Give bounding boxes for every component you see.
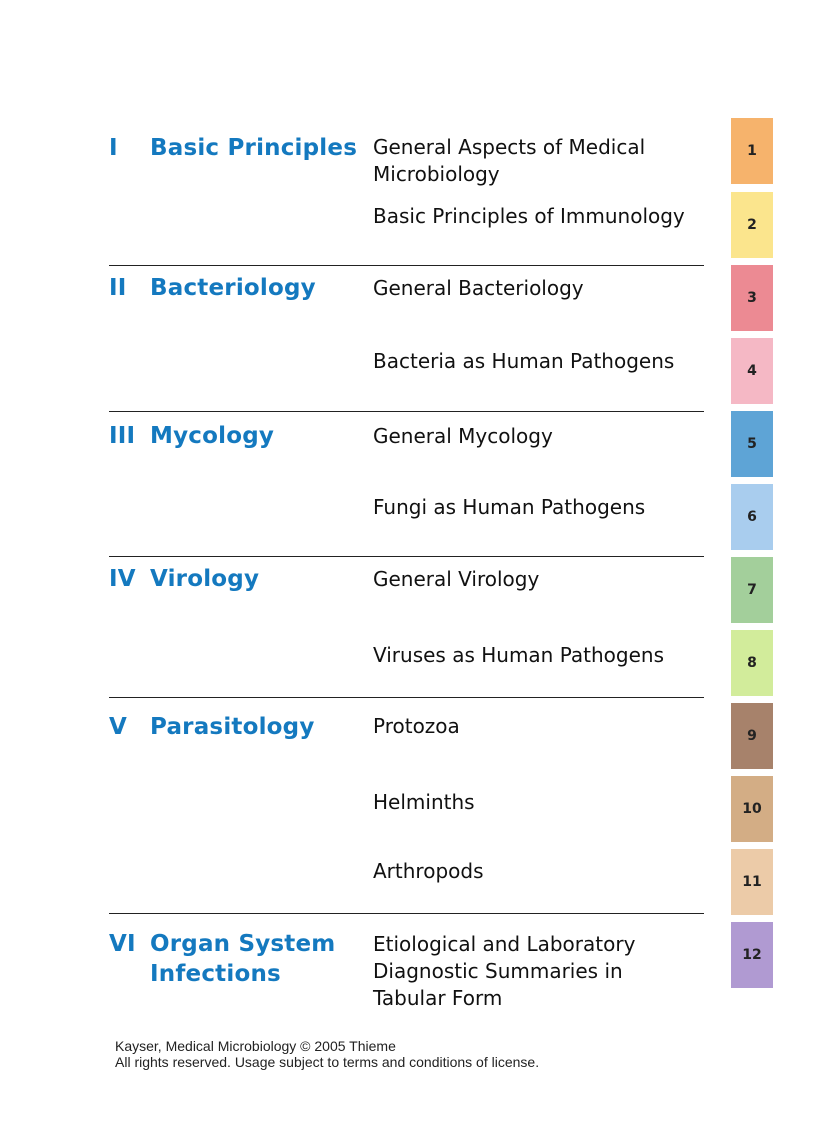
chapter-3-title[interactable]: General Bacteriology (373, 276, 584, 300)
divider (109, 265, 704, 266)
tab-number: 5 (747, 436, 757, 452)
copyright-footer (115, 1038, 539, 1070)
tab-number: 11 (742, 874, 762, 890)
chapter-tab-8[interactable] (731, 630, 773, 696)
chapter-11-title[interactable]: Arthropods (373, 859, 484, 883)
tab-number: 4 (747, 363, 757, 379)
chapter-9-title[interactable]: Protozoa (373, 714, 460, 738)
divider (109, 913, 704, 914)
part-1-roman: I (109, 135, 118, 161)
chapter-tab-12[interactable] (731, 922, 773, 988)
part-4-roman: IV (109, 566, 136, 592)
tab-number: 2 (747, 217, 757, 233)
chapter-tab-7[interactable] (731, 557, 773, 623)
chapter-2-title[interactable]: Basic Principles of Immunology (373, 204, 685, 228)
chapter-tab-6[interactable] (731, 484, 773, 550)
chapter-tab-3[interactable] (731, 265, 773, 331)
tab-number: 9 (747, 728, 757, 744)
chapter-4-title[interactable]: Bacteria as Human Pathogens (373, 349, 675, 373)
part-6-roman: VI (109, 931, 136, 957)
part-2-title: Bacteriology (150, 275, 316, 301)
copyright-line-2: All rights reserved. Usage subject to terms and conditions of license. (115, 1054, 540, 1070)
part-3-roman: III (109, 423, 136, 449)
tab-number: 6 (747, 509, 757, 525)
chapter-tab-5[interactable] (731, 411, 773, 477)
tab-number: 12 (742, 947, 762, 963)
part-5-roman: V (109, 714, 128, 740)
part-4-title: Virology (150, 566, 260, 592)
tab-number: 1 (747, 143, 757, 159)
chapter-tab-10[interactable] (731, 776, 773, 842)
tab-number: 8 (747, 655, 757, 671)
chapter-7-title[interactable]: General Virology (373, 567, 540, 591)
tab-number: 10 (742, 801, 762, 817)
copyright-line-1: Kayser, Medical Microbiology © 2005 Thieme (115, 1038, 396, 1054)
tab-number: 7 (747, 582, 757, 598)
divider (109, 697, 704, 698)
chapter-tab-4[interactable] (731, 338, 773, 404)
chapter-1-title[interactable]: General Aspects of Medical Microbiology (373, 135, 646, 186)
part-2-roman: II (109, 275, 127, 301)
chapter-5-title[interactable]: General Mycology (373, 424, 553, 448)
tab-number: 3 (747, 290, 757, 306)
part-1-title: Basic Principles (150, 135, 358, 161)
chapter-12-title[interactable]: Etiological and Laboratory Diagnostic Summaries in Tabular Form (373, 932, 636, 1010)
part-5-title: Parasitology (150, 714, 315, 740)
chapter-10-title[interactable]: Helminths (373, 790, 475, 814)
chapter-tab-9[interactable] (731, 703, 773, 769)
chapter-8-title[interactable]: Viruses as Human Pathogens (373, 643, 664, 667)
chapter-tab-11[interactable] (731, 849, 773, 915)
divider (109, 411, 704, 412)
chapter-6-title[interactable]: Fungi as Human Pathogens (373, 495, 646, 519)
part-6-title: Organ System Infections (150, 931, 336, 987)
chapter-tab-1[interactable] (731, 118, 773, 184)
part-3-title: Mycology (150, 423, 275, 449)
divider (109, 556, 704, 557)
chapter-tab-2[interactable] (731, 192, 773, 258)
